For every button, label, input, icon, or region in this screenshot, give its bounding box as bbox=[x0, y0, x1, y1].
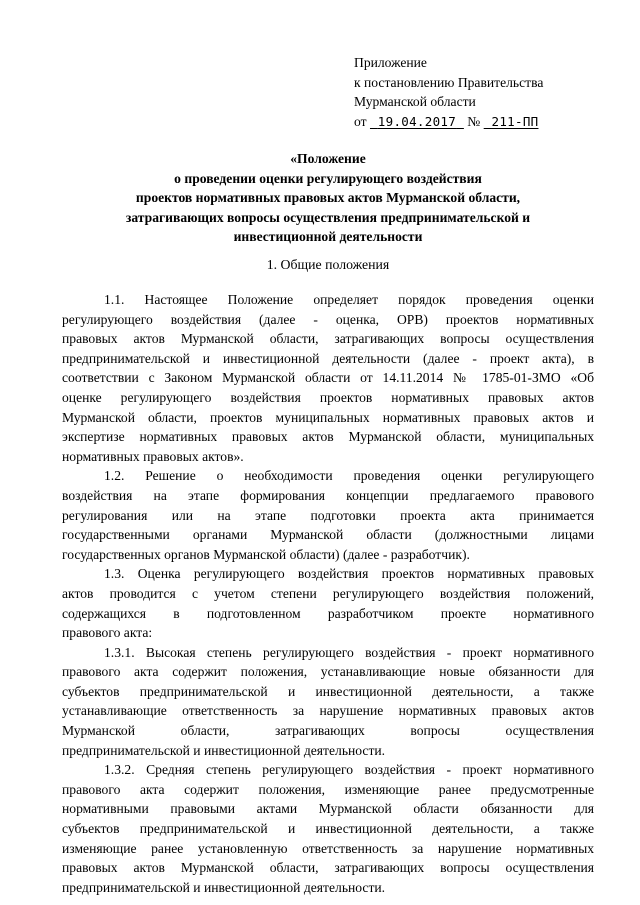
text-line: 1.3.2. Средняя степень регулирующего воздействия - проект нормативного bbox=[104, 762, 594, 778]
paragraph-1-3 bbox=[62, 564, 594, 642]
text-line: соответствии с Законом Мурманской области от 14.11.2014 № 1785-01-ЗМО «Об bbox=[62, 370, 594, 386]
document-title bbox=[62, 149, 594, 247]
text-line: Мурманской области, проектов муниципальных нормативных правовых актов и bbox=[62, 409, 594, 425]
text-line: нормативных правовых актов». bbox=[62, 448, 244, 464]
paragraph-1-3-2 bbox=[62, 760, 594, 897]
appendix-date-line bbox=[354, 112, 624, 132]
number-sign: № bbox=[467, 113, 481, 129]
paragraph-1-1 bbox=[62, 290, 594, 466]
text-line: 1.2. Решение о необходимости проведения оценки регулирующего bbox=[104, 468, 594, 484]
section-heading: 1. Общие положения bbox=[266, 257, 390, 272]
title-line: «Положение bbox=[290, 151, 366, 166]
appendix-label: Приложение bbox=[354, 55, 427, 70]
text-line: регулирования или на этапе подготовки проекта акта принимается bbox=[62, 507, 594, 523]
text-line: 1.3. Оценка регулирующего воздействия проектов нормативных правовых bbox=[104, 566, 594, 582]
text-line: 1.3.1. Высокая степень регулирующего воздействия - проект нормативного bbox=[104, 644, 594, 660]
text-line: правовых актов Мурманской области, затрагивающих вопросы осуществления bbox=[62, 860, 594, 876]
text-line: изменяющие ранее установленную ответственность за нарушение нормативных bbox=[62, 840, 594, 856]
text-line: предпринимательской и инвестиционной деятельности. bbox=[62, 879, 386, 895]
appendix-region: Мурманской области bbox=[354, 94, 476, 110]
text-line: оценке регулирующего воздействия проектов нормативных правовых актов bbox=[62, 389, 594, 405]
title-line: затрагивающих вопросы осуществления предпринимательской и bbox=[125, 209, 531, 225]
document-body bbox=[62, 290, 594, 897]
text-line: правового акта: bbox=[62, 625, 153, 641]
text-line: устанавливающие ответственность за нарушение нормативных правовых актов bbox=[62, 703, 594, 719]
text-line: нормативными правовыми актами Мурманской области обязанности для bbox=[62, 801, 594, 817]
title-line: инвестиционной деятельности bbox=[233, 229, 423, 244]
text-line: государственных органов Мурманской области) (далее - разработчик). bbox=[62, 546, 470, 562]
text-line: субъектов предпринимательской и инвестиционной деятельности, а также bbox=[62, 683, 594, 699]
text-line: правового акта содержит положения, изменяющие ранее предусмотренные bbox=[62, 781, 594, 797]
text-line: актов проводится с учетом степени регулирующего воздействия положений, bbox=[62, 585, 594, 601]
document-date: 19.04.2017 bbox=[377, 113, 457, 129]
text-line: воздействия на этапе формирования концепции предлагаемого правового bbox=[62, 487, 594, 503]
date-prefix: от bbox=[354, 113, 367, 129]
title-line: о проведении оценки регулирующего воздействия bbox=[174, 170, 482, 186]
appendix-reference: к постановлению Правительства bbox=[354, 74, 544, 90]
text-line: предпринимательской и инвестиционной деятельности (далее - проект акта), в bbox=[62, 350, 594, 366]
text-line: предпринимательской и инвестиционной деятельности. bbox=[62, 742, 386, 758]
paragraph-1-3-1 bbox=[62, 643, 594, 761]
title-line: проектов нормативных правовых актов Мурманской области, bbox=[135, 190, 521, 205]
text-line: правовых актов Мурманской области, затрагивающих вопросы осуществления bbox=[62, 331, 594, 347]
text-line: 1.1. Настоящее Положение определяет порядок проведения оценки bbox=[104, 292, 594, 307]
text-line: содержащихся в подготовленном разработчиком проекте нормативного bbox=[62, 605, 594, 621]
text-line: регулирующего воздействия (далее - оценка, ОРВ) проектов нормативных bbox=[62, 311, 594, 327]
text-line: экспертизе нормативных правовых актов Мурманской области, муниципальных bbox=[62, 429, 594, 445]
text-line: субъектов предпринимательской и инвестиционной деятельности, а также bbox=[62, 821, 594, 837]
text-line: Мурманской области, затрагивающих вопросы осуществления bbox=[62, 723, 594, 739]
text-line: правового акта содержит положения, устанавливающие новые обязанности для bbox=[62, 664, 594, 680]
appendix-header bbox=[354, 53, 624, 131]
document-number: 211-ПП bbox=[491, 113, 539, 129]
text-line: государственными органами Мурманской области (должностными лицами bbox=[62, 527, 594, 543]
paragraph-1-2 bbox=[62, 466, 594, 564]
